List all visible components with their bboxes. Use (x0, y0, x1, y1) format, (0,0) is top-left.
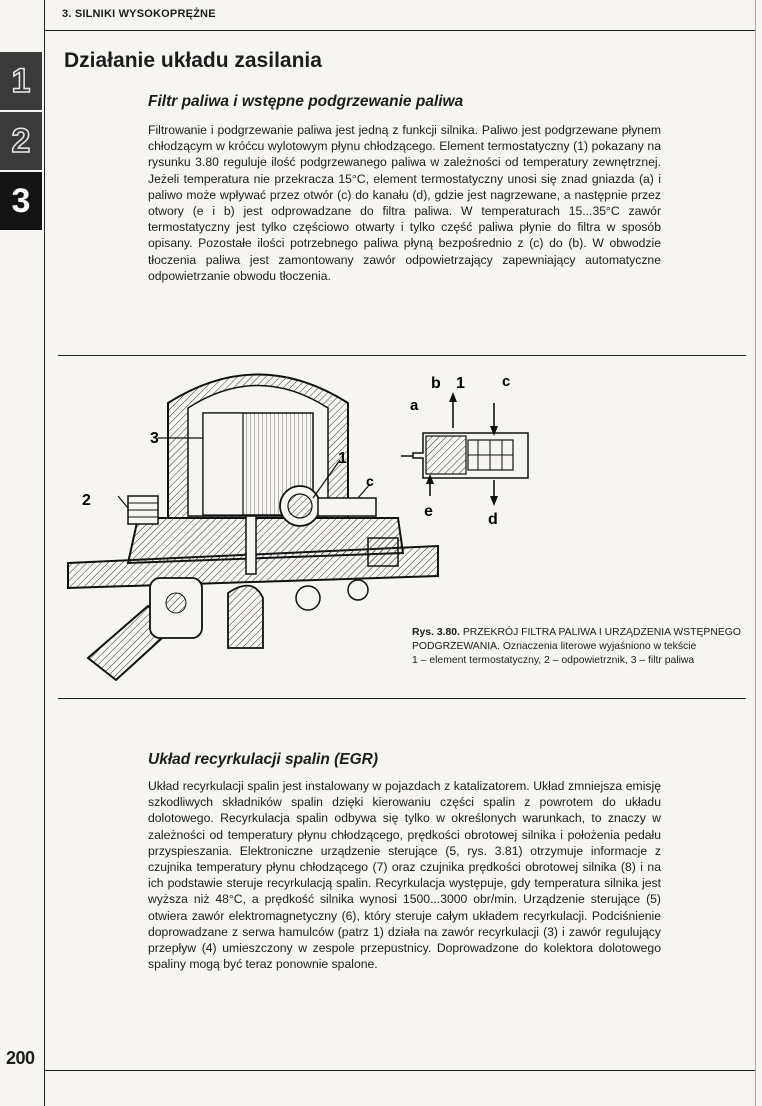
right-edge-rule (755, 0, 756, 1106)
label-1: 1 (338, 450, 347, 467)
figure-caption (412, 626, 752, 668)
filter-housing-drawing (68, 375, 438, 681)
chapter-tab-1[interactable]: 1 (0, 52, 42, 110)
caption-legend: 1 – element termostatyczny, 2 – odpowietrznik, 3 – filtr paliwa (412, 655, 695, 666)
label-c: c (366, 473, 374, 489)
section1-text: Filtrowanie i podgrzewanie paliwa jest jedną z funkcji silnika. Paliwo jest podgrzewane płynem chłodzącym w króćcu wylotowym płynu chłodzącego. Element termostatyczny (1) pokazany na rysunku 3.80 reguluje ilość podgrzewanego paliwa w zależności od temperatury zewnętrznej. Jeżeli temperatura nie przekracza 15°C, element termostatyczny unosi się znad gniazda (a) i paliwo może wpływać przez otwór (c) do kanału (d), gdzie jest nagrzewane, a następnie przez otwory (e i b) jest odprowadzane do filtra paliwa. W temperaturach 15...35°C zawór termostatyczny jest tylko częściowo otwarty i tylko część paliwa płynie do filtra w sposób opisany. Pozostałe ilości potrzebnego paliwa płyną bezpośrednio z (c) do (b). W obwodzie tłoczenia paliwa jest zamontowany zawór odpowietrzający zapewniający automatyczne odpowietrzanie obwodu tłoczenia. (148, 123, 661, 283)
section1-heading: Filtr paliwa i wstępne podgrzewanie paliwa (148, 93, 464, 110)
section2-heading: Układ recyrkulacji spalin (EGR) (148, 751, 379, 768)
chapter-tab-3[interactable]: 3 (0, 172, 42, 230)
section2-text: Układ recyrkulacji spalin jest instalowany w pojazdach z katalizatorem. Układ zmniejsza emisję szkodliwych składników spalin dzięki kierowaniu części spalin z powrotem do układu dolotowego. Recyrkulacja spalin odbywa się tylko w określonych warunkach, to znaczy w zależności od temperatury płynu chłodzącego, prędkości obrotowej silnika i położenia pedału przyspieszania. Elektroniczne urządzenie sterujące (5, rys. 3.81) otrzymuje informacje z czujnika temperatury płynu chłodzącego (7) oraz czujnika prędkości obrotowej silnika (8) i na ich podstawie steruje recyrkulacją spalin. Recyrkulacja występuje, gdy temperatura silnika jest wyższa niż 48°C, a prędkość silnika wynosi 1500...3000 obr/min. Urządzenie sterujące (5) otwiera zawór elektromagnetyczny (6), który steruje całym układem recyrkulacji. Podciśnienie doprowadzane z serwa hamulców (patrz 1) działa na zawór recyrkulacji (3) i zawór regulujący przepływ (4) umieszczony w zespole przepustnicy. Doprowadzone do kolektora dolotowego spaliny mogą być teraz ponownie spalone. (148, 779, 661, 972)
caption-note: Oznaczenia literowe wyjaśniono w tekście (502, 641, 697, 652)
chapter-tab-2[interactable]: 2 (0, 112, 42, 170)
detail-label-e: e (424, 503, 433, 520)
label-3: 3 (150, 430, 159, 447)
page-title: Działanie układu zasilania (64, 49, 322, 72)
detail-label-c: c (502, 373, 511, 390)
header-rule (44, 30, 755, 31)
running-header: 3. SILNIKI WYSOKOPRĘŻNE (62, 8, 216, 20)
thermostat-detail-drawing (401, 392, 528, 506)
figure-top-rule (58, 355, 746, 356)
detail-label-1: 1 (456, 375, 465, 392)
footer-rule (44, 1070, 755, 1071)
chapter-tabs (0, 52, 42, 232)
caption-label: Rys. 3.80. (412, 627, 460, 638)
caption-title: PRZEKRÓJ FILTRA PALIWA I URZĄDZENIA WSTĘPNEGO PODGRZEWANIA. (412, 627, 741, 652)
detail-label-d: d (488, 511, 498, 528)
label-2: 2 (82, 492, 91, 509)
detail-label-b: b (431, 375, 441, 392)
detail-label-a: a (410, 397, 419, 414)
page-number: 200 (6, 1048, 35, 1068)
figure-bottom-rule (58, 698, 746, 699)
margin-rule (44, 0, 45, 1106)
